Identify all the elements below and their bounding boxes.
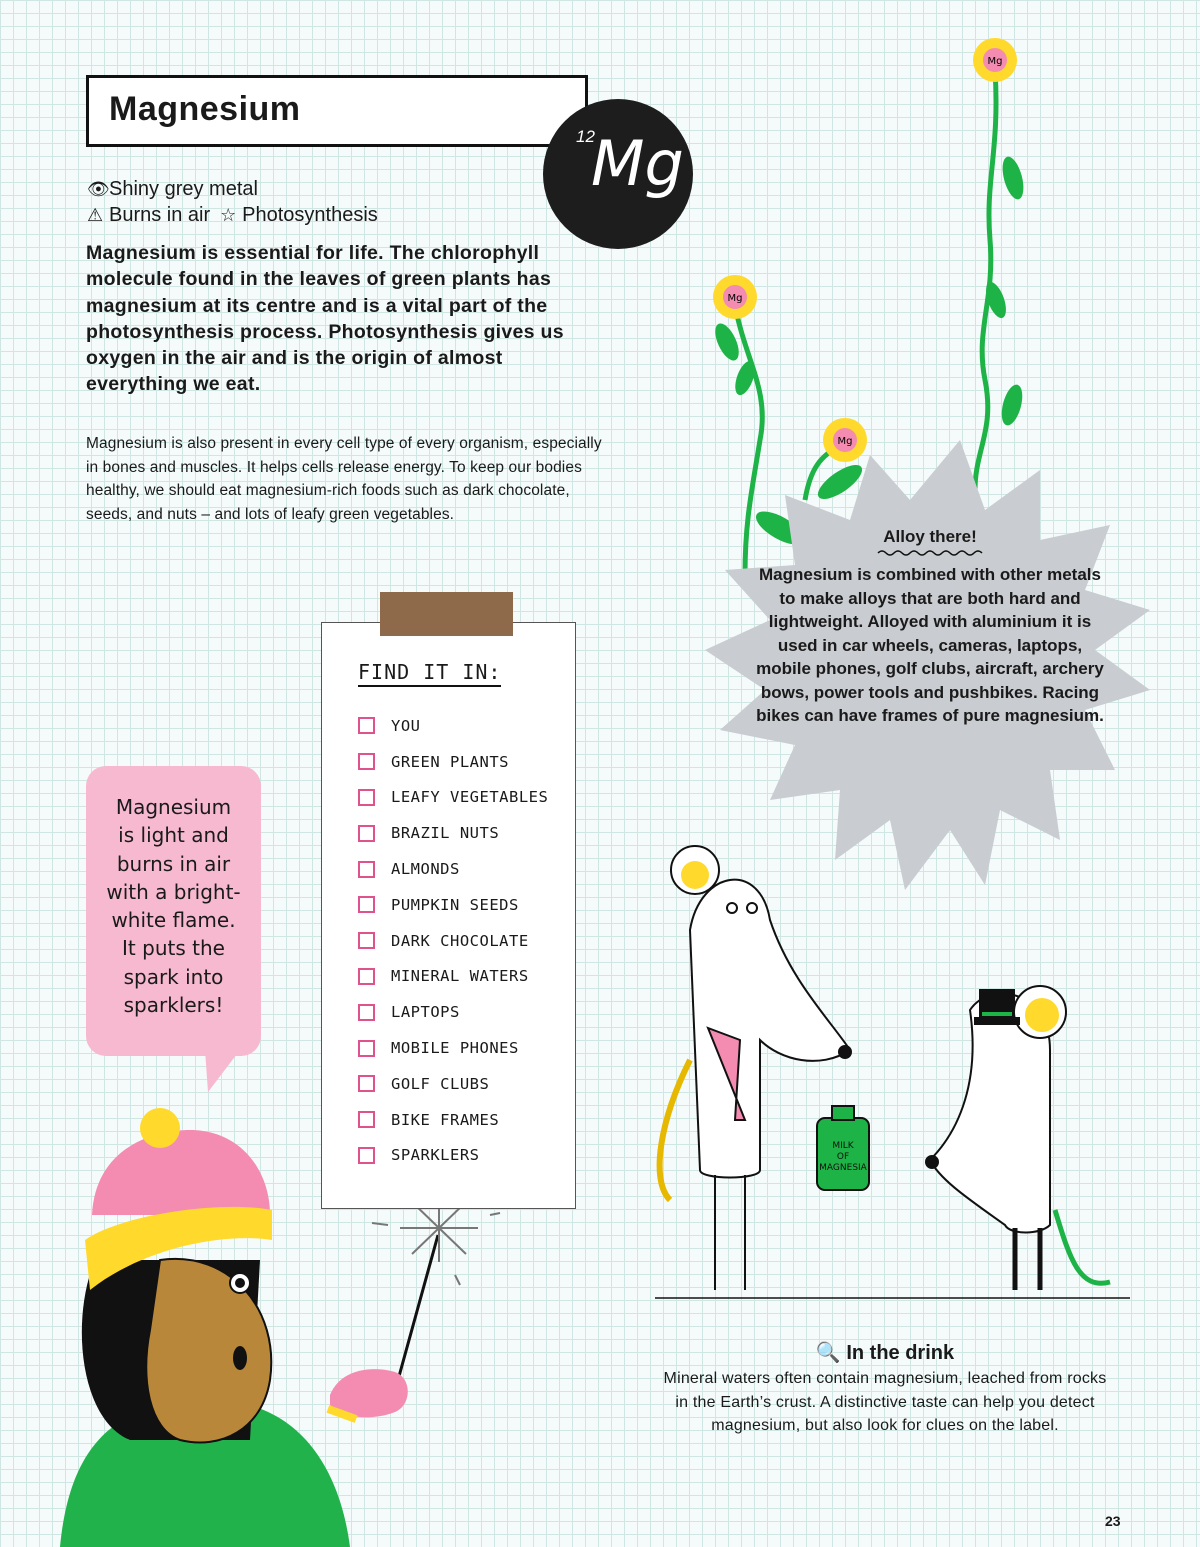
- eye-icon: 👁: [87, 179, 110, 199]
- list-item-label: GREEN PLANTS: [391, 752, 509, 771]
- list-item-label: SPARKLERS: [391, 1146, 480, 1165]
- property-text: Photosynthesis: [242, 204, 378, 226]
- find-it-in-list: [358, 708, 548, 1173]
- speech-line: with a bright-: [106, 879, 241, 904]
- svg-text:Mg: Mg: [837, 436, 853, 447]
- speech-line: is light and: [118, 823, 229, 848]
- checkbox-icon: [358, 717, 375, 734]
- speech-line: sparklers!: [123, 993, 224, 1018]
- svg-text:MAGNESIA: MAGNESIA: [819, 1163, 867, 1173]
- drink-text: Mineral waters often contain magnesium, leached from rocks in the Earth’s crust. A distinctive taste can help you detect magnesium, but also look for clues on the label.: [663, 1370, 1107, 1434]
- checkbox-icon: [358, 968, 375, 985]
- property-text: Burns in air: [109, 204, 211, 226]
- list-item: [358, 959, 548, 995]
- svg-text:Mg: Mg: [987, 56, 1003, 67]
- list-item-label: DARK CHOCOLATE: [391, 931, 529, 950]
- property-text: Shiny grey metal: [109, 178, 258, 200]
- flower-stem: [975, 70, 996, 490]
- drink-title: [700, 1340, 1070, 1365]
- speech-bubble-tail: [205, 1050, 240, 1092]
- svg-text:MILK: MILK: [832, 1141, 854, 1151]
- checkbox-icon: [358, 861, 375, 878]
- alloy-text: Magnesium is combined with other metals to make alloys that are both hard and lightweight. Alloyed with aluminium it is used in car wheels, cameras, laptops, mobile phones, golf clubs, aircraft, archery bows, power tools and pushbikes. Racing bikes can have frames of pure magnesium.: [756, 565, 1104, 725]
- list-item-label: LEAFY VEGETABLES: [391, 788, 549, 807]
- list-item-label: MOBILE PHONES: [391, 1039, 519, 1058]
- svg-text:Mg: Mg: [727, 293, 743, 304]
- speech-bubble: [86, 766, 261, 1056]
- drink-title-text: In the drink: [846, 1342, 955, 1364]
- list-item-label: YOU: [391, 716, 421, 735]
- milk-of-magnesia-bottle: [817, 1106, 869, 1190]
- checkbox-icon: [358, 1004, 375, 1021]
- speech-line: white flame.: [111, 908, 236, 933]
- checkbox-icon: [358, 1075, 375, 1092]
- property-row: [87, 202, 378, 228]
- properties: [87, 176, 378, 228]
- list-item: [358, 1030, 548, 1066]
- warning-icon: ⚠: [87, 205, 104, 225]
- list-item: [358, 1138, 548, 1174]
- page-title: Magnesium: [109, 90, 301, 128]
- flower-stem: [735, 305, 762, 575]
- list-item: [358, 815, 548, 851]
- star-icon: ☆: [220, 205, 237, 225]
- speech-bubble-text: [86, 793, 261, 1019]
- speech-line: burns in air: [116, 851, 231, 876]
- title-box: [86, 75, 588, 147]
- checkbox-icon: [358, 1111, 375, 1128]
- checkbox-icon: [358, 896, 375, 913]
- checkbox-icon: [358, 825, 375, 842]
- list-item: [358, 744, 548, 780]
- list-item: [358, 1102, 548, 1138]
- rat-illustration: [660, 846, 851, 1290]
- list-item: [358, 851, 548, 887]
- lead-paragraph: Magnesium is essential for life. The chlorophyll molecule found in the leaves of green plants has magnesium at its centre and is a vital part of the photosynthesis process. Photosynthesis gives us oxygen in the air and is the origin of almost everything we eat.: [86, 242, 564, 396]
- small-rat-illustration: [926, 986, 1110, 1290]
- list-item: [358, 887, 548, 923]
- checkbox-icon: [358, 1147, 375, 1164]
- svg-text:OF: OF: [836, 1152, 850, 1162]
- page-number: 23: [1105, 1513, 1121, 1529]
- list-item-label: PUMPKIN SEEDS: [391, 895, 519, 914]
- list-item-label: LAPTOPS: [391, 1003, 460, 1022]
- list-item: [358, 708, 548, 744]
- list-item-label: ALMONDS: [391, 860, 460, 879]
- speech-line: spark into: [123, 964, 224, 989]
- list-item: [358, 923, 548, 959]
- checkbox-icon: [358, 753, 375, 770]
- list-item: [358, 780, 548, 816]
- speech-line: Magnesium: [115, 795, 232, 819]
- body-paragraph: Magnesium is also present in every cell type of every organism, especially in bones and muscles. It helps cells release energy. To keep our bodies healthy, we should eat magnesium-rich foods such as dark chocolate, seeds, and nuts – and lots of leafy green vegetables.: [86, 435, 602, 523]
- list-item: [358, 994, 548, 1030]
- checkbox-icon: [358, 932, 375, 949]
- speech-line: It puts the: [122, 936, 225, 961]
- checkbox-icon: [358, 1040, 375, 1057]
- list-item-label: BIKE FRAMES: [391, 1110, 500, 1129]
- checkbox-icon: [358, 789, 375, 806]
- list-item-label: MINERAL WATERS: [391, 967, 529, 986]
- property-row: [87, 176, 378, 202]
- magnifier-icon: 🔍: [815, 1342, 841, 1364]
- element-badge: [543, 99, 693, 249]
- element-symbol: Mg: [591, 127, 684, 200]
- list-item-label: GOLF CLUBS: [391, 1074, 490, 1093]
- find-it-in-title: FIND IT IN:: [358, 660, 501, 687]
- tape-strip: [380, 592, 513, 636]
- atomic-number: 12: [576, 127, 595, 146]
- list-item: [358, 1066, 548, 1102]
- alloy-title: Alloy there!: [883, 527, 977, 546]
- list-item-label: BRAZIL NUTS: [391, 824, 500, 843]
